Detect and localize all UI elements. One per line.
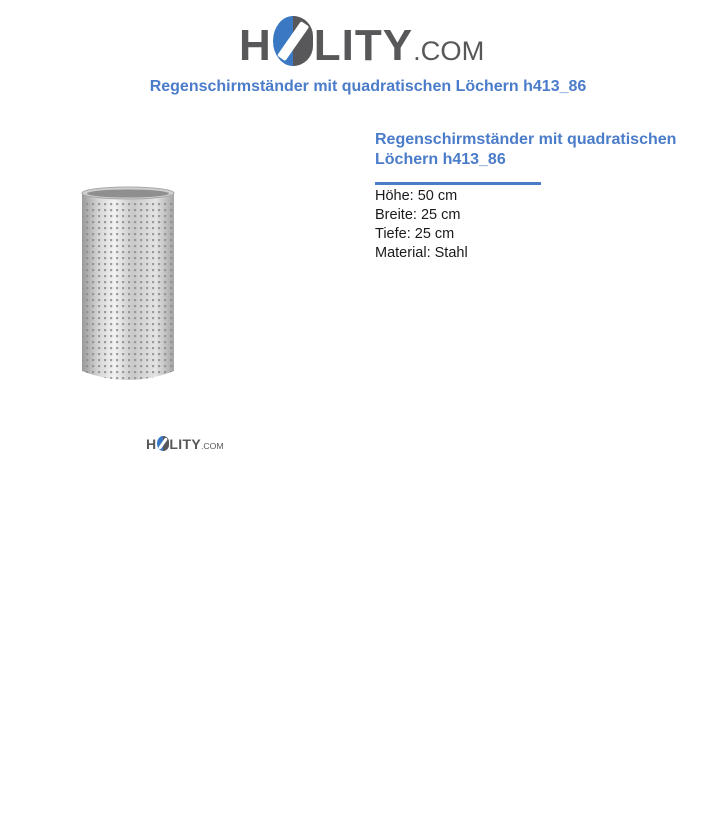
spec-label: Material xyxy=(375,245,427,261)
product-title: Regenschirmständer mit quadratischen Löchern h413_86 xyxy=(375,131,677,168)
spec-row-material: Material: Stahl xyxy=(375,245,468,261)
spec-row-height: Höhe: 50 cm xyxy=(375,188,458,204)
brand-logo[interactable] xyxy=(239,10,485,70)
spec-value: 50 cm xyxy=(417,188,458,204)
spec-row-width: Breite: 25 cm xyxy=(375,207,461,223)
product-image xyxy=(78,183,178,385)
logo-tld: .COM xyxy=(413,35,485,66)
page-title: Regenschirmständer mit quadratischen Löchern h413_86 xyxy=(149,78,587,95)
spec-value: 25 cm xyxy=(414,226,455,242)
spec-label: Tiefe xyxy=(375,226,407,242)
logo-small-tld: .COM xyxy=(200,441,224,451)
logo-o-mark-icon xyxy=(273,16,313,66)
logo-letters-lity: LITY xyxy=(313,21,414,70)
brand-logo-text xyxy=(239,10,484,79)
spec-label: Höhe xyxy=(375,188,410,204)
logo-small-o-mark-icon xyxy=(157,436,169,451)
brand-logo-small-text xyxy=(146,434,224,455)
spec-value: Stahl xyxy=(434,245,468,261)
product-info xyxy=(375,130,705,263)
logo-small-letter-h: H xyxy=(146,436,157,452)
brand-logo-small xyxy=(146,434,228,452)
logo-letter-h: H xyxy=(239,21,272,70)
logo-small-letters-lity: LITY xyxy=(169,436,201,452)
spec-value: 25 cm xyxy=(420,207,461,223)
spec-row-depth: Tiefe: 25 cm xyxy=(375,226,455,242)
title-divider xyxy=(375,182,541,185)
spec-label: Breite xyxy=(375,207,413,223)
